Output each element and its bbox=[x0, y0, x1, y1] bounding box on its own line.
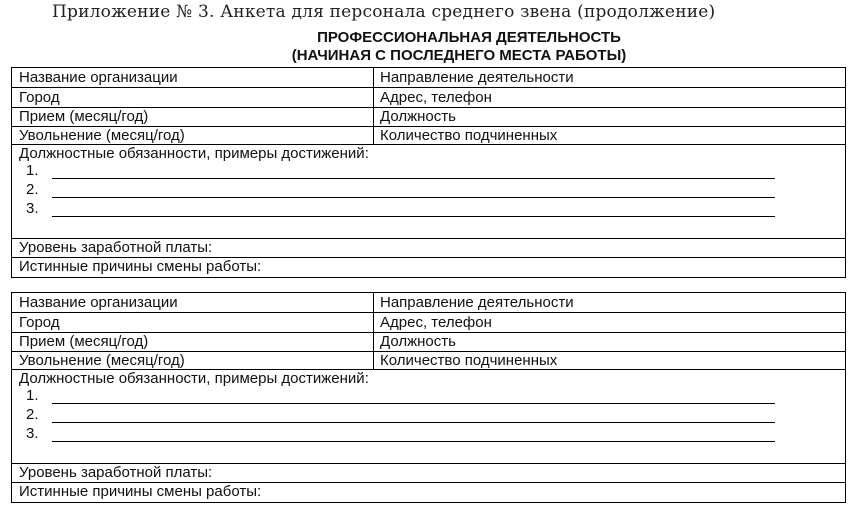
form-row bbox=[12, 127, 845, 145]
form-row bbox=[12, 68, 845, 88]
section-subtitle: (НАЧИНАЯ С ПОСЛЕДНЕГО МЕСТА РАБОТЫ) bbox=[291, 47, 627, 64]
appendix-title: Приложение № 3. Анкета для персонала среднего звена (продолжение) bbox=[52, 2, 716, 22]
form-row bbox=[12, 88, 845, 108]
direction-field[interactable]: Направление деятельности bbox=[380, 294, 574, 311]
org-name-field[interactable]: Название организации bbox=[12, 68, 374, 87]
duty-number: 3. bbox=[26, 200, 39, 217]
city-field[interactable]: Город bbox=[12, 88, 374, 107]
duties-section bbox=[12, 370, 845, 464]
dismissal-date-field[interactable]: Увольнение (месяц/год) bbox=[12, 352, 374, 369]
form-row bbox=[12, 258, 845, 277]
duty-input-line[interactable] bbox=[52, 178, 775, 179]
employment-block-2 bbox=[11, 292, 846, 503]
address-phone-field[interactable]: Адрес, телефон bbox=[380, 314, 492, 331]
direction-field[interactable]: Направление деятельности bbox=[380, 69, 574, 86]
duties-label: Должностные обязанности, примеры достижений: bbox=[19, 145, 369, 162]
form-row bbox=[12, 239, 845, 258]
org-name-field[interactable]: Название организации bbox=[12, 293, 374, 312]
form-row bbox=[12, 464, 845, 483]
duty-number: 2. bbox=[26, 181, 39, 198]
city-field[interactable]: Город bbox=[12, 313, 374, 332]
form-row bbox=[12, 483, 845, 502]
section-title: ПРОФЕССИОНАЛЬНАЯ ДЕЯТЕЛЬНОСТЬ bbox=[317, 29, 621, 46]
form-row bbox=[12, 293, 845, 313]
salary-field[interactable]: Уровень заработной платы: bbox=[19, 239, 213, 256]
duty-input-line[interactable] bbox=[52, 403, 775, 404]
hire-date-field[interactable]: Прием (месяц/год) bbox=[12, 108, 374, 126]
subordinates-field[interactable]: Количество подчиненных bbox=[380, 352, 558, 369]
duty-input-line[interactable] bbox=[52, 422, 775, 423]
salary-field[interactable]: Уровень заработной платы: bbox=[19, 464, 213, 481]
employment-block-1 bbox=[11, 67, 846, 278]
duty-input-line[interactable] bbox=[52, 197, 775, 198]
duties-section bbox=[12, 145, 845, 239]
duties-label: Должностные обязанности, примеры достижений: bbox=[19, 370, 369, 387]
hire-date-field[interactable]: Прием (месяц/год) bbox=[12, 333, 374, 351]
duty-number: 1. bbox=[26, 162, 39, 179]
reasons-field[interactable]: Истинные причины смены работы: bbox=[19, 258, 262, 275]
form-row bbox=[12, 333, 845, 352]
duty-input-line[interactable] bbox=[52, 441, 775, 442]
reasons-field[interactable]: Истинные причины смены работы: bbox=[19, 483, 262, 500]
form-row bbox=[12, 313, 845, 333]
form-row bbox=[12, 352, 845, 370]
duty-number: 1. bbox=[26, 387, 39, 404]
dismissal-date-field[interactable]: Увольнение (месяц/год) bbox=[12, 127, 374, 144]
position-field[interactable]: Должность bbox=[380, 333, 456, 350]
subordinates-field[interactable]: Количество подчиненных bbox=[380, 127, 558, 144]
form-row bbox=[12, 108, 845, 127]
duty-number: 3. bbox=[26, 425, 39, 442]
position-field[interactable]: Должность bbox=[380, 108, 456, 125]
address-phone-field[interactable]: Адрес, телефон bbox=[380, 89, 492, 106]
duty-input-line[interactable] bbox=[52, 216, 775, 217]
duty-number: 2. bbox=[26, 406, 39, 423]
